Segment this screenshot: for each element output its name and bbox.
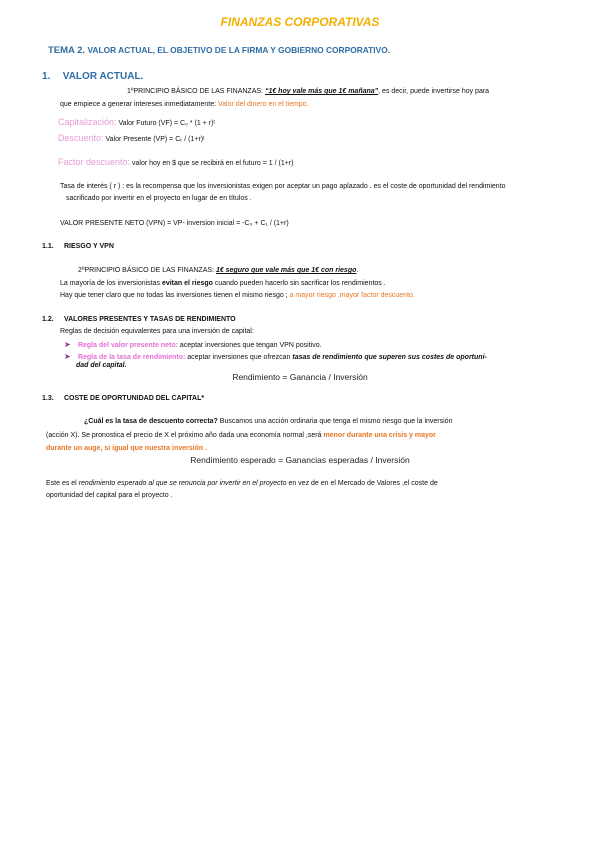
section-title: RIESGO Y VPN — [63, 243, 114, 250]
section-title: COSTE DE OPORTUNIDAD DEL CAPITAL* — [63, 395, 205, 402]
tasa-interes-line-2: sacrificado por invertir en el proyecto en lugar de en títulos . — [66, 195, 252, 202]
vpn-formula: VALOR PRESENTE NETO (VPN) = VP- inversion inicial = -C₀ + C₁ / (1+r) — [60, 220, 289, 227]
capitalizacion-line — [58, 117, 215, 127]
rule-1-text: aceptar inversiones que tengan VPN positivo. — [179, 342, 322, 349]
tasa-correcta-text: Buscamos una acción ordinaria que tenga el mismo riesgo que la inversión — [219, 418, 453, 425]
section-number: 1.2. — [42, 316, 54, 323]
section-number: 1. — [42, 71, 51, 82]
tema-heading — [48, 45, 390, 56]
section-1-1-heading — [42, 243, 114, 250]
principio-2-quote: 1€ seguro que vale más que 1€ con riesgo — [215, 267, 357, 274]
arrow-bullet-icon: ➤ — [64, 340, 71, 349]
rule-2-label: Regla de la tasa de rendimiento: — [77, 354, 186, 361]
mayoria-text-c: cuando pueden hacerlo sin sacrificar los rendimientos . — [214, 280, 386, 287]
capitalizacion-label: Capitalización: — [58, 117, 117, 127]
principio-1-line — [127, 88, 489, 95]
rule-1-line — [64, 340, 322, 349]
principio-2-line — [78, 267, 358, 274]
tema-text: VALOR ACTUAL, EL OBJETIVO DE LA FIRMA Y GOBIERNO CORPORATIVO. — [87, 45, 391, 55]
mayoria-line — [60, 280, 386, 287]
riesgo-claro-line — [60, 292, 415, 299]
rule-2-line — [64, 352, 487, 361]
descuento-formula: Valor Presente (VP) = Cₜ / (1+r)ᵗ — [105, 136, 205, 143]
principio-1-tail: , es decir, puede invertirse hoy para — [378, 88, 490, 95]
rendimiento-esperado-formula: Rendimiento esperado = Ganancias esperadas / Inversión — [190, 455, 410, 465]
section-1-3-heading — [42, 395, 204, 402]
principio-1-line-2 — [60, 101, 309, 108]
precio-x-line — [46, 432, 436, 439]
rendimiento-formula: Rendimiento = Ganancia / Inversión — [232, 372, 368, 382]
tasa-correcta-line — [84, 418, 452, 425]
coste-oportunidad-line-2: oportunidad del capital para el proyecto . — [46, 492, 173, 499]
factor-descuento-line — [58, 157, 293, 167]
section-title: VALOR ACTUAL. — [62, 71, 144, 82]
principio-1-line2-text: que empiece a generar intereses inmediatamente: — [60, 101, 217, 108]
descuento-line — [58, 133, 205, 143]
principio-1-quote: “1€ hoy vale más que 1€ mañana” — [264, 88, 379, 95]
principio-1-label: 1ºPRINCIPIO BÁSICO DE LAS FINANZAS: — [127, 88, 263, 95]
final-text-c: en vez de en el Mercado de Valores ,el coste de — [288, 480, 438, 487]
mayoria-text-a: La mayoría de los inversionistas — [60, 280, 160, 287]
capitalizacion-formula: Valor Futuro (VF) = C₀ * (1 + r)ᵗ — [118, 120, 215, 127]
section-number: 1.1. — [42, 243, 54, 250]
tasa-correcta-question: ¿Cuál es la tasa de descuento correcta? — [84, 418, 218, 425]
rendimiento-renuncia: rendimiento esperado al que se renuncia por invertir en el proyecto — [78, 480, 287, 487]
factor-descuento-label: Factor descuento: — [58, 157, 131, 167]
precio-x-text: (acción X). Se pronostica el precio de X el próximo año dada una economía normal ,será — [46, 432, 322, 439]
section-1-heading — [42, 71, 143, 82]
rule-2-line-2: dad del capital. — [76, 362, 127, 369]
tema-label: TEMA 2. — [48, 45, 86, 56]
document-title: FINANZAS CORPORATIVAS — [220, 15, 380, 29]
rule-1-label: Regla del valor presente neto: — [77, 342, 178, 349]
coste-oportunidad-line-1 — [46, 480, 438, 487]
descuento-label: Descuento: — [58, 133, 104, 143]
factor-descuento-text: valor hoy en $ que se recibirá en el futuro = 1 / (1+r) — [132, 160, 294, 167]
section-number: 1.3. — [42, 395, 54, 402]
section-1-2-heading — [42, 316, 236, 323]
mayor-riesgo-factor: a mayor riesgo ,mayor factor descuento. — [289, 292, 415, 299]
rule-2-text-b: tasas de rendimiento que superen sus costes de oportuni- — [292, 354, 487, 361]
riesgo-claro-text: Hay que tener claro que no todas las inversiones tienen el mismo riesgo ; — [60, 292, 288, 299]
arrow-bullet-icon: ➤ — [64, 352, 71, 361]
auge-line: durante un auge, si igual que nuestra inversión . — [46, 445, 208, 452]
evitan-riesgo: evitan el riesgo — [161, 280, 213, 287]
valor-dinero-tiempo: Valor del dinero en el tiempo. — [218, 101, 309, 108]
final-text-a: Este es el — [46, 480, 77, 487]
tasa-interes-line-1: Tasa de interés ( r ) : es la recompensa que los inversionistas exigen por aceptar un pago aplazado . es el coste de oportunidad del rendimiento — [60, 183, 506, 190]
rule-2-text-a: aceptar inversiones que ofrezcan — [187, 354, 291, 361]
principio-2-label: 2ºPRINCIPIO BÁSICO DE LAS FINANZAS: — [78, 267, 214, 274]
menor-crisis-text: menor durante una crisis y mayor — [323, 432, 436, 439]
reglas-intro: Reglas de decisión equivalentes para una inversión de capital: — [60, 328, 254, 335]
principio-2-tail: . — [356, 267, 359, 274]
section-title: VALORES PRESENTES Y TASAS DE RENDIMIENTO — [63, 316, 236, 323]
